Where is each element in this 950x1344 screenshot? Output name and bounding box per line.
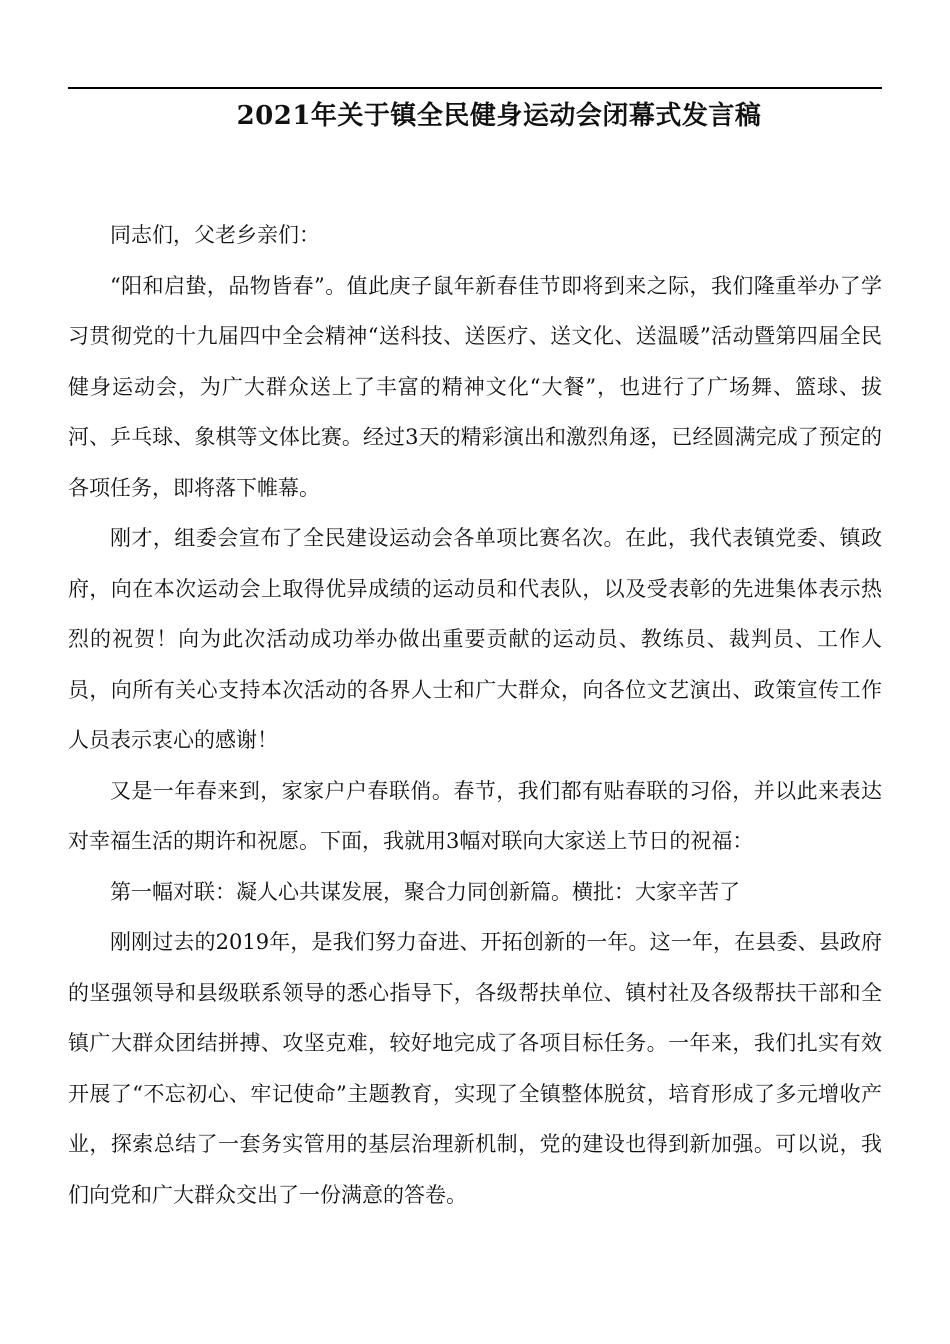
- document-title: 2021年关于镇全民健身运动会闭幕式发言稿: [236, 101, 762, 131]
- body-paragraph: “阳和启蛰，品物皆春”。值此庚子鼠年新春佳节即将到来之际，我们隆重举办了学习贯彻党的十九届四中全会精神“送科技、送医疗、送文化、送温暖”活动暨第四届全民健身运动会，为广大群众送上了丰富的精神文化“大餐”，也进行了广场舞、篮球、拔河、乒乓球、象棋等文体比赛。经过3天的精彩演出和激烈角逐，已经圆满完成了预定的各项任务，即将落下帷幕。: [68, 273, 882, 500]
- header-rule: [68, 87, 882, 89]
- document-body: [68, 210, 882, 1220]
- couplet-paragraph: 第一幅对联：凝人心共谋发展，聚合力同创新篇。横批：大家辛苦了: [110, 879, 740, 904]
- body-paragraph: 刚刚过去的2019年，是我们努力奋进、开拓创新的一年。这一年，在县委、县政府的坚强领导和县级联系领导的悉心指导下，各级帮扶单位、镇村社及各级帮扶干部和全镇广大群众团结拼搏、攻坚克难，较好地完成了各项目标任务。一年来，我们扎实有效开展了“不忘初心、牢记使命”主题教育，实现了全镇整体脱贫，培育形成了多元增收产业，探索总结了一套务实管用的基层治理新机制，党的建设也得到新加强。可以说，我们向党和广大群众交出了一份满意的答卷。: [68, 930, 882, 1207]
- body-paragraph: 刚才，组委会宣布了全民建设运动会各单项比赛名次。在此，我代表镇党委、镇政府，向在本次运动会上取得优异成绩的运动员和代表队，以及受表彰的先进集体表示热烈的祝贺！向为此次活动成功举办做出重要贡献的运动员、教练员、裁判员、工作人员，向所有关心支持本次活动的各界人士和广大群众，向各位文艺演出、政策宣传工作人员表示衷心的感谢！: [68, 526, 882, 752]
- body-paragraph: 又是一年春来到，家家户户春联俏。春节，我们都有贴春联的习俗，并以此来表达对幸福生活的期许和祝愿。下面，我就用3幅对联向大家送上节日的祝福：: [68, 778, 882, 853]
- salutation-paragraph: 同志们，父老乡亲们：: [110, 223, 320, 247]
